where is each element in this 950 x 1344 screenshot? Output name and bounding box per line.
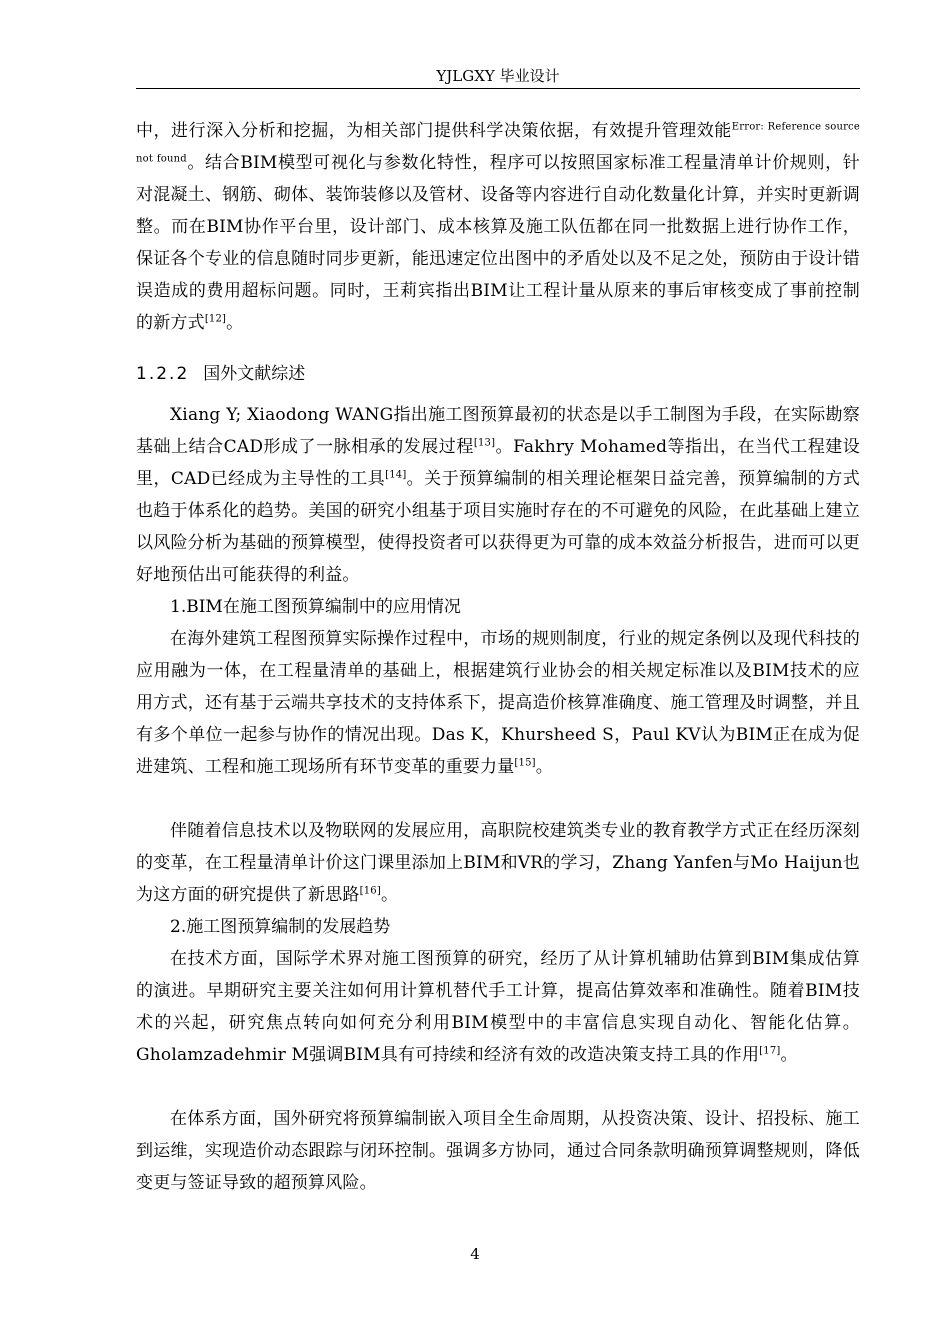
subheading-bim-application: 1.BIM在施工图预算编制中的应用情况 [170,597,461,617]
citation-13: [13] [473,437,496,449]
paragraph-education-change: 伴随着信息技术以及物联网的发展应用，高职院校建筑类专业的教育教学方式正在经历深刻的变革，在工程量清单计价这门课里添加上BIM和VR的学习，Zhang Yanfen与Mo Haijun也为这方面的研究提供了新思路[16]。 [136,821,860,905]
subheading-development-trend: 2.施工图预算编制的发展趋势 [170,917,391,937]
paragraph-technology-aspect: 在技术方面，国际学术界对施工图预算的研究，经历了从计算机辅助估算到BIM集成估算的演进。早期研究主要关注如何用计算机替代手工计算，提高估算效率和准确性。随着BIM技术的兴起，研究焦点转向如何充分利用BIM模型中的丰富信息实现自动化、智能化估算。Gholamzadehmir M强调BIM具有可持续和经济有效的改造决策支持工具的作用[17]。 [136,949,860,1065]
paragraph-overseas-practice: 在海外建筑工程图预算实际操作过程中，市场的规则制度，行业的规定条例以及现代科技的应用融为一体，在工程量清单的基础上，根据建筑行业协会的相关规定标准以及BIM技术的应用方式，还有基于云端共享技术的支持体系下，提高造价核算准确度、施工管理及时调整，并且有多个单位一起参与协作的情况出现。Das K，Khursheed S，Paul KV认为BIM正在成为促进建筑、工程和施工现场所有环节变革的重要力量[15]。 [136,629,860,777]
citation-14: [14] [385,469,407,481]
section-heading-1-2-2: 1.2.2 国外文献综述 [136,364,306,384]
citation-15: [15] [514,757,536,769]
paragraph-bim-visualization: 中，进行深入分析和挖掘，为相关部门提供科学决策依据，有效提升管理效能$^{Error: Reference source not found}$。结合BIM模型可视化与参数化特性，程序可以按照国家标准工程量清单计价规则，针对混凝土、钢筋、砌体、装饰装修以及管材、设备等内容进行自动化数量化计算，并实时更新调整。而在BIM协作平台里，设计部门、成本核算及施工队伍都在同一批数据上进行协作工作，保证各个专业的信息随时同步更新，能迅速定位出图中的矛盾处以及不足之处，预防由于设计错误造成的费用超标问题。同时，王莉宾指出BIM让工程计量从原来的事后审核变成了事前控制的新方式[12]。 [136,121,860,333]
page-header: YJLGXY 毕业设计 [136,64,860,89]
paragraph-system-aspect: 在体系方面，国外研究将预算编制嵌入项目全生命周期，从投资决策、设计、招投标、施工到运维，实现造价动态跟踪与闭环控制。强调多方协同，通过合同条款明确预算调整规则，降低变更与签证导致的超预算风险。 [136,1109,860,1193]
citation-17: [17] [759,1045,781,1057]
paragraph-foreign-review-intro: Xiang Y; Xiaodong WANG指出施工图预算最初的状态是以手工制图为手段，在实际勘察基础上结合CAD形成了一脉相承的发展过程[13]。Fakhry Mohamed等指出，在当代工程建设里，CAD已经成为主导性的工具[14]。关于预算编制的相关理论框架日益完善，预算编制的方式也趋于体系化的趋势。美国的研究小组基于项目实施时存在的不可避免的风险，在此基础上建立以风险分析为基础的预算模型，使得投资者可以获得更为可靠的成本效益分析报告，进而可以更好地预估出可能获得的利益。 [136,405,861,585]
citation-12: [12] [204,313,227,325]
citation-16: [16] [359,885,381,897]
page-number: 4 [470,1245,480,1263]
broken-reference-note: Error: Reference source not found [136,121,860,165]
